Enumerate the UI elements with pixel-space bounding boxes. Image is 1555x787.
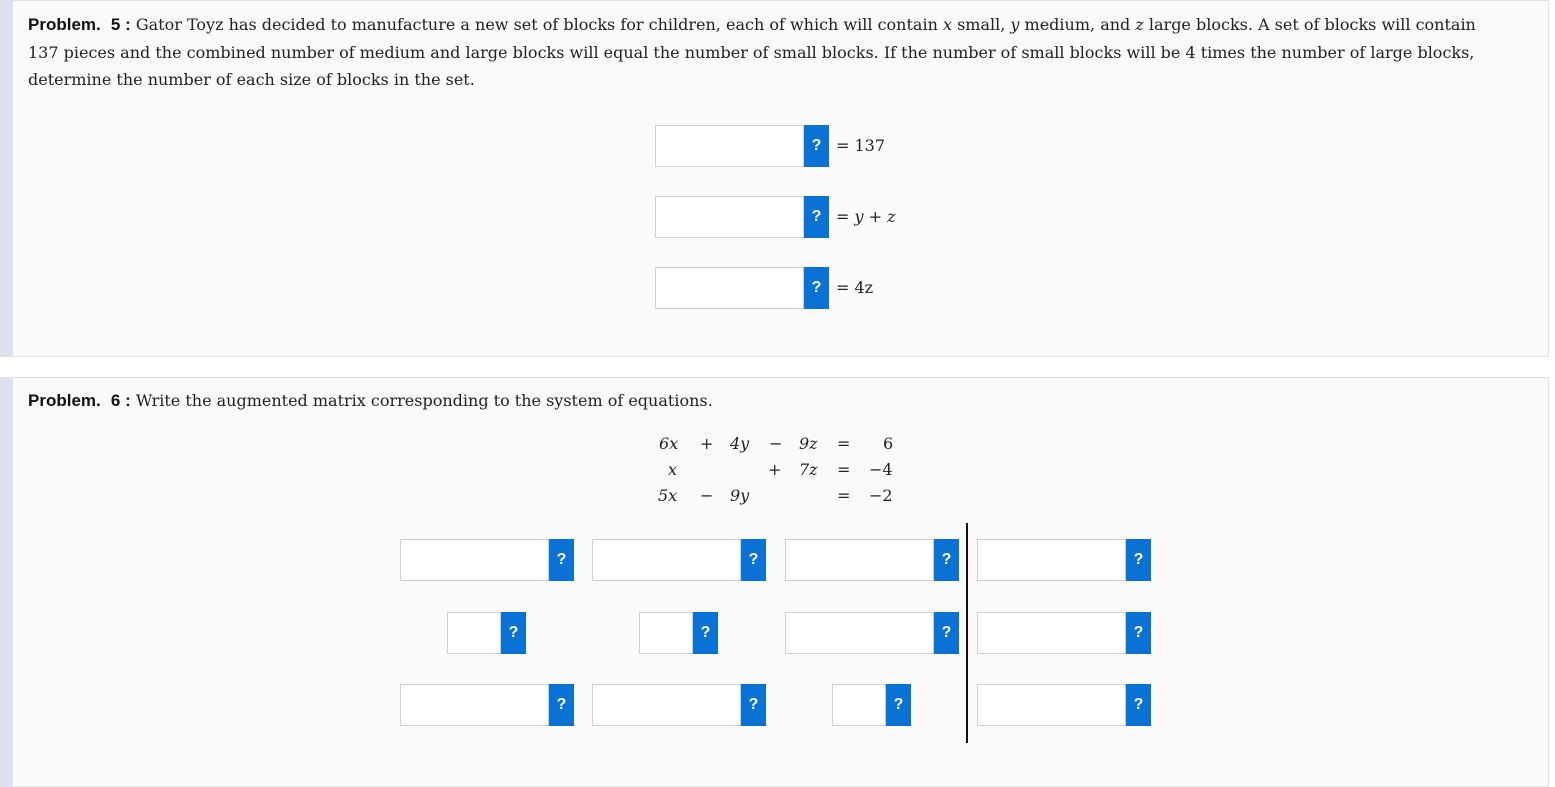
problem-5-text-b: small, bbox=[951, 15, 1011, 34]
matrix-input-r1c4[interactable] bbox=[977, 539, 1126, 581]
matrix-input-r3c3[interactable] bbox=[832, 684, 886, 726]
var-z: z bbox=[1135, 15, 1144, 34]
matrix-input-r1c2[interactable] bbox=[592, 539, 741, 581]
problem-6-statement bbox=[28, 387, 1498, 415]
equation-1-help-button[interactable]: ? bbox=[804, 125, 829, 167]
matrix-input-r2c4[interactable] bbox=[977, 612, 1126, 654]
row3-term-9y: 9y bbox=[730, 486, 750, 505]
problem-5-number: 5 : bbox=[110, 15, 131, 34]
problem-6-text: Write the augmented matrix corresponding to the system of equations. bbox=[135, 391, 713, 410]
matrix-input-r3c1[interactable] bbox=[400, 684, 549, 726]
matrix-help-r1c3[interactable]: ? bbox=[934, 539, 959, 581]
row2-term-x: x bbox=[668, 460, 678, 479]
equation-2-help-button[interactable]: ? bbox=[804, 196, 829, 238]
matrix-input-r3c4[interactable] bbox=[977, 684, 1126, 726]
matrix-help-r1c4[interactable]: ? bbox=[1126, 539, 1151, 581]
problem-6-number: 6 : bbox=[110, 391, 131, 410]
row2-op-plus: + bbox=[768, 460, 782, 479]
matrix-help-r2c4[interactable]: ? bbox=[1126, 612, 1151, 654]
var-x: x bbox=[942, 15, 952, 34]
matrix-input-r2c3[interactable] bbox=[785, 612, 934, 654]
problem-6-accent-bar bbox=[1, 377, 13, 787]
problem-6-card bbox=[0, 377, 1549, 787]
equation-1-input[interactable] bbox=[655, 125, 804, 167]
matrix-help-r3c1[interactable]: ? bbox=[549, 684, 574, 726]
row3-op-minus: − bbox=[700, 486, 714, 505]
matrix-help-r3c3[interactable]: ? bbox=[886, 684, 911, 726]
matrix-help-r2c2[interactable]: ? bbox=[693, 612, 718, 654]
row3-term-5x: 5x bbox=[658, 486, 678, 505]
problem-5-statement bbox=[28, 11, 1498, 94]
row1-equals: = bbox=[837, 434, 851, 453]
matrix-input-r2c2[interactable] bbox=[639, 612, 693, 654]
row1-rhs: 6 bbox=[883, 434, 894, 453]
matrix-help-r2c1[interactable]: ? bbox=[501, 612, 526, 654]
augmented-matrix-divider bbox=[966, 523, 968, 743]
matrix-help-r3c2[interactable]: ? bbox=[741, 684, 766, 726]
row1-op-minus: − bbox=[769, 434, 783, 453]
problem-6-label: Problem. bbox=[28, 391, 101, 410]
matrix-input-r2c1[interactable] bbox=[447, 612, 501, 654]
row1-term-6x: 6x bbox=[659, 434, 679, 453]
matrix-help-r1c2[interactable]: ? bbox=[741, 539, 766, 581]
row1-term-4y: 4y bbox=[730, 434, 750, 453]
equation-1-rhs: = 137 bbox=[836, 136, 886, 155]
equation-3-rhs: = 4z bbox=[836, 278, 874, 297]
row1-term-9z: 9z bbox=[799, 434, 818, 453]
matrix-help-r3c4[interactable]: ? bbox=[1126, 684, 1151, 726]
matrix-input-r3c2[interactable] bbox=[592, 684, 741, 726]
equation-2-rhs: = y + z bbox=[836, 207, 896, 226]
problem-5-card bbox=[0, 0, 1549, 357]
problem-5-text-c: medium, and bbox=[1019, 15, 1136, 34]
equation-3-input[interactable] bbox=[655, 267, 804, 309]
row2-equals: = bbox=[837, 460, 851, 479]
matrix-help-r1c1[interactable]: ? bbox=[549, 539, 574, 581]
row3-equals: = bbox=[837, 486, 851, 505]
problem-5-text-a: Gator Toyz has decided to manufacture a new set of blocks for children, each of which will contain bbox=[135, 15, 943, 34]
problem-5-accent-bar bbox=[1, 0, 13, 357]
matrix-input-r1c1[interactable] bbox=[400, 539, 549, 581]
matrix-input-r1c3[interactable] bbox=[785, 539, 934, 581]
problem-5-label: Problem. bbox=[28, 15, 101, 34]
equation-3-help-button[interactable]: ? bbox=[804, 267, 829, 309]
var-y: y bbox=[1010, 15, 1020, 34]
row1-op-plus: + bbox=[700, 434, 714, 453]
row2-term-7z: 7z bbox=[799, 460, 818, 479]
problem-5-text-d: large blocks. A set of blocks will contain 137 pieces and the combined number of medium and large blocks will equal the number of small blocks. If the number of small blocks will be 4 times the number of large blocks, determine the number of each size of blocks in the set. bbox=[28, 15, 1476, 89]
row2-rhs: −4 bbox=[869, 460, 893, 479]
matrix-help-r2c3[interactable]: ? bbox=[934, 612, 959, 654]
equation-2-input[interactable] bbox=[655, 196, 804, 238]
row3-rhs: −2 bbox=[869, 486, 893, 505]
